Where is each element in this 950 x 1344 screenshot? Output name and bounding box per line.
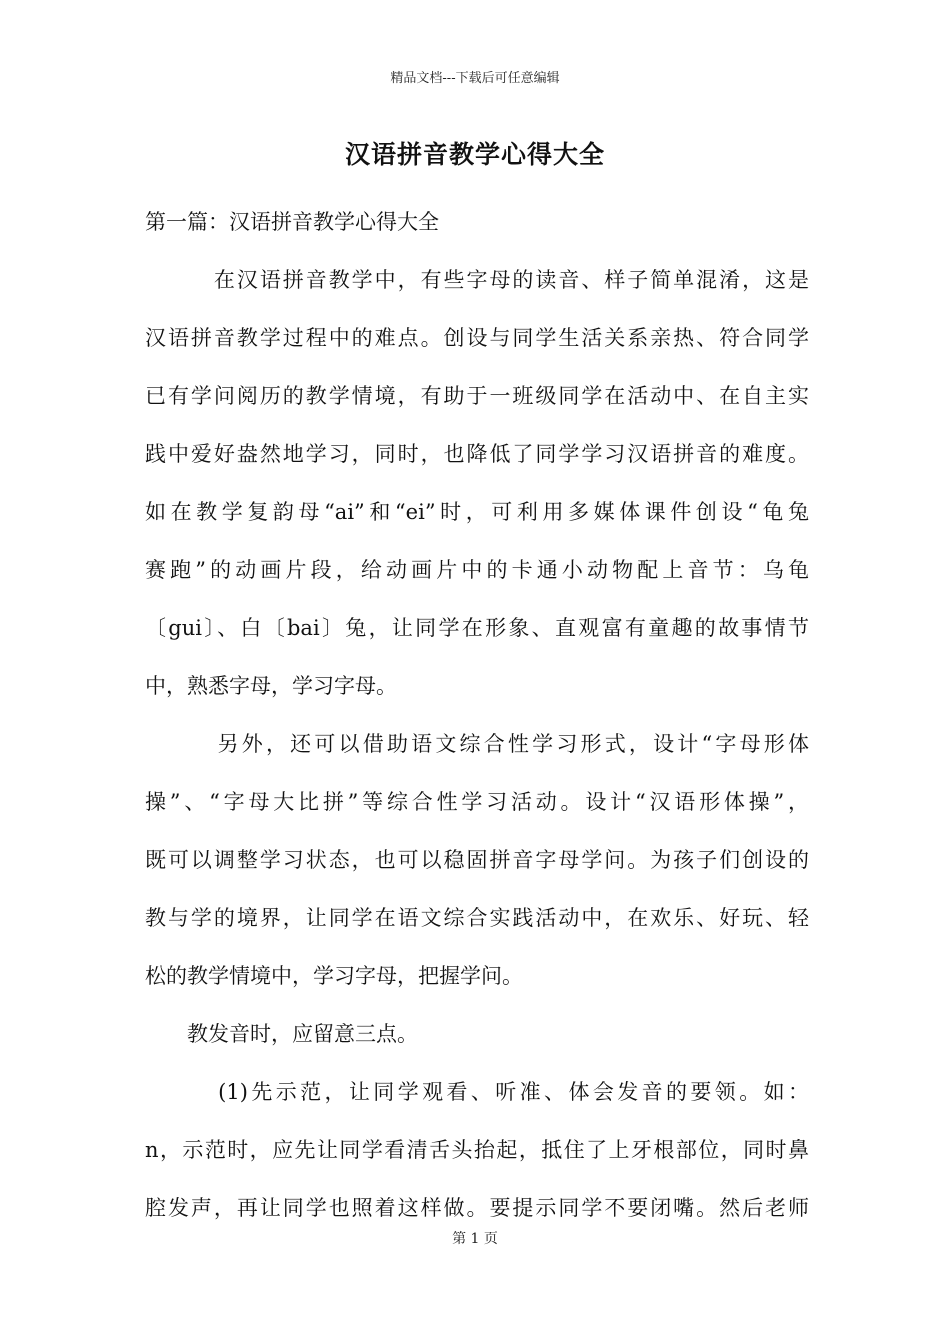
paragraph-line: 教发音时，应留意三点。	[145, 1022, 418, 1046]
section-heading: 第一篇：汉语拼音教学心得大全	[145, 210, 439, 234]
paragraph-line: 教与学的境界，让同学在语文综合实践活动中，在欢乐、好玩、轻	[145, 906, 809, 930]
paragraph-line: 另外，还可以借助语文综合性学习形式，设计“字母形体	[145, 732, 809, 756]
paragraph-line: 践中爱好盎然地学习，同时，也降低了同学学习汉语拼音的难度。	[145, 442, 809, 466]
paragraph-line: 既可以调整学习状态，也可以稳固拼音字母学问。为孩子们创设的	[145, 848, 809, 872]
document-body	[145, 202, 809, 1246]
paragraph-line: (1)先示范，让同学观看、听准、体会发音的要领。如：	[145, 1080, 809, 1104]
document-title: 汉语拼音教学心得大全	[344, 140, 605, 169]
header-note: 精品文档---下载后可任意编辑	[390, 71, 560, 86]
paragraph-line: 在汉语拼音教学中，有些字母的读音、样子简单混淆，这是	[145, 268, 809, 292]
paragraph-line: n，示范时，应先让同学看清舌头抬起，抵住了上牙根部位，同时鼻	[145, 1138, 809, 1162]
paragraph-line: 已有学问阅历的教学情境，有助于一班级同学在活动中、在自主实	[145, 384, 809, 408]
paragraph-line: 腔发声，再让同学也照着这样做。要提示同学不要闭嘴。然后老师	[145, 1196, 809, 1220]
paragraph-line: 操”、“字母大比拼”等综合性学习活动。设计“汉语形体操”，	[145, 790, 809, 814]
paragraph-line: 赛跑”的动画片段，给动画片中的卡通小动物配上音节：乌龟	[145, 558, 809, 582]
paragraph-line: 〔gui〕、白〔bai〕兔，让同学在形象、直观富有童趣的故事情节	[145, 616, 809, 640]
paragraph-line: 松的教学情境中，学习字母，把握学问。	[145, 964, 523, 988]
page-number: 第 1 页	[452, 1231, 498, 1247]
paragraph-line: 汉语拼音教学过程中的难点。创设与同学生活关系亲热、符合同学	[145, 326, 809, 350]
paragraph-line: 如在教学复韵母“ai”和“ei”时，可利用多媒体课件创设“龟兔	[145, 500, 809, 524]
paragraph-line: 中，熟悉字母，学习字母。	[145, 674, 397, 698]
